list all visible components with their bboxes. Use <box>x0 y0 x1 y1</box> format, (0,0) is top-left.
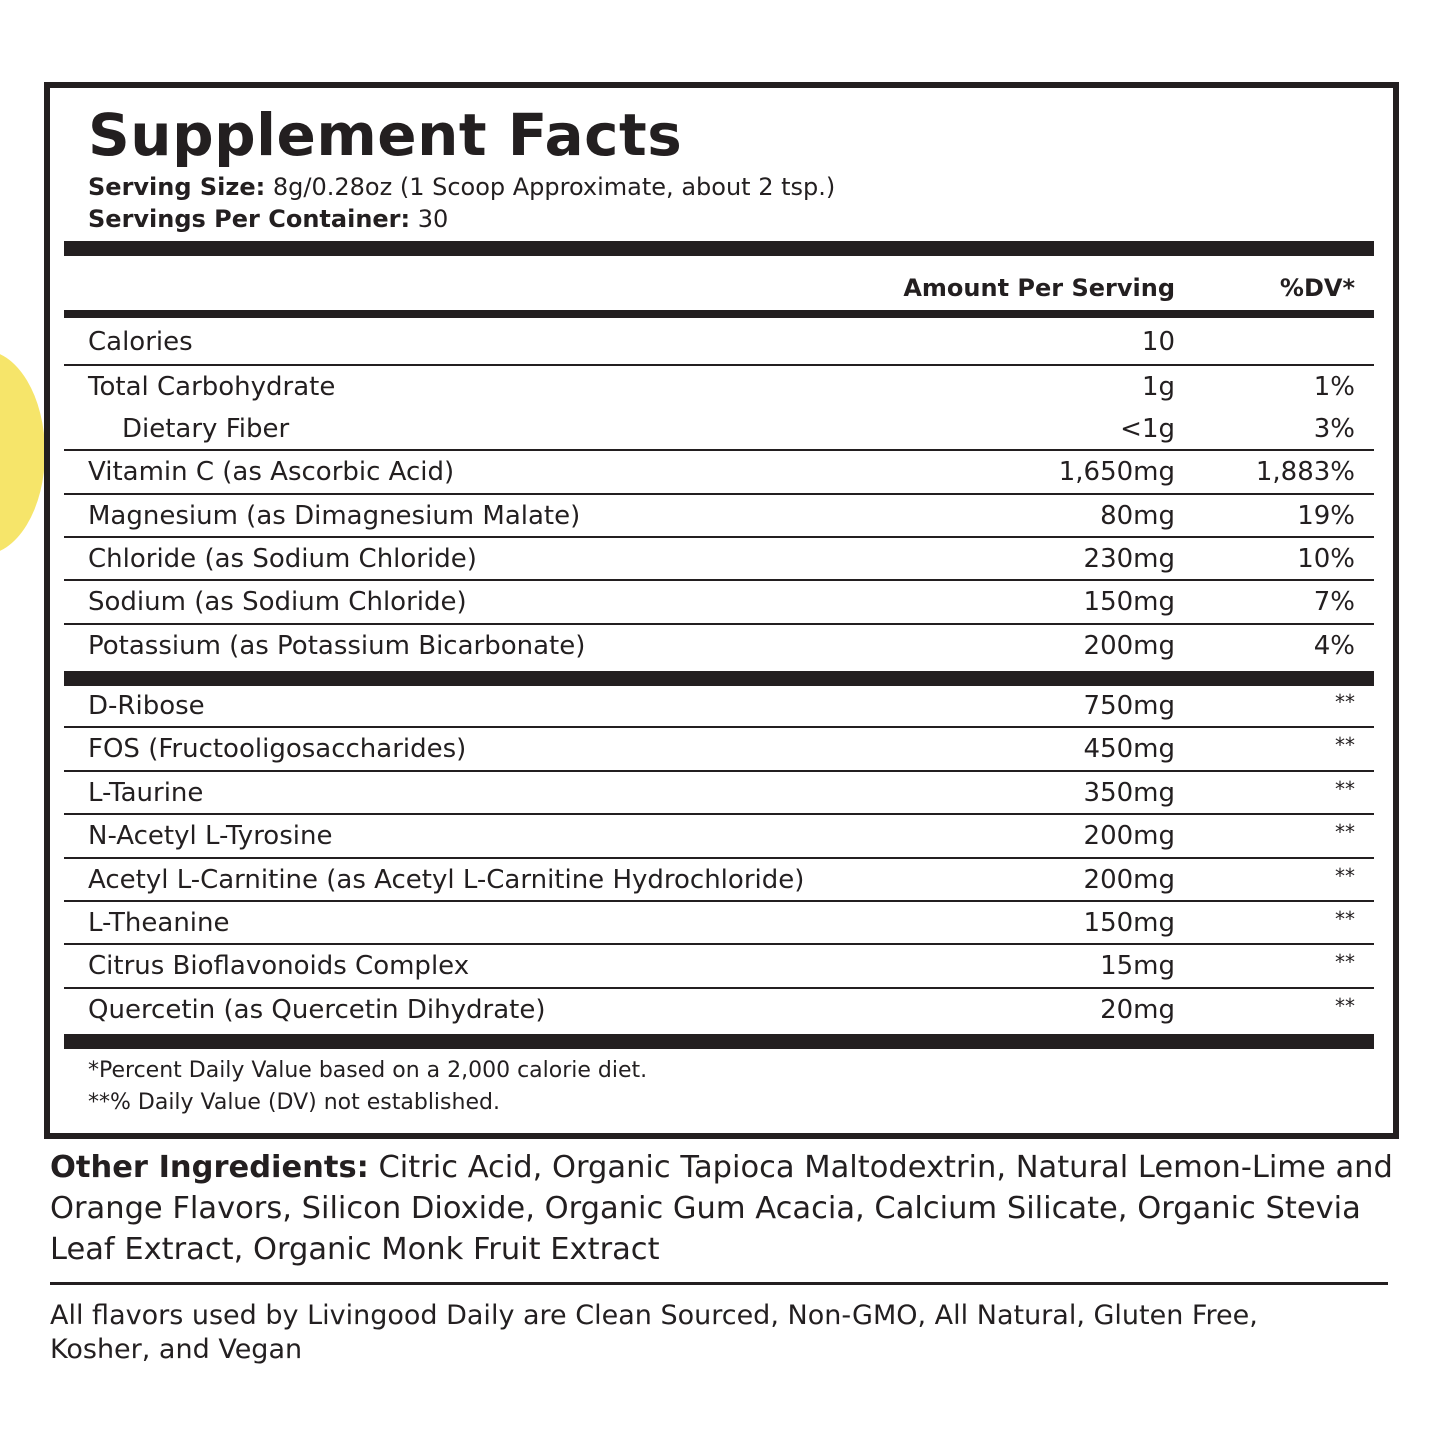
row-name: Dietary Fiber <box>122 413 290 444</box>
row-dv: 1,883% <box>1255 457 1355 488</box>
row-amount: 1g <box>1141 372 1175 403</box>
row-dv: 1% <box>1313 372 1355 403</box>
header-divider <box>64 310 1374 318</box>
table-row <box>64 815 1374 858</box>
serving-size-value: 8g/0.28oz (1 Scoop Approximate, about 2 tsp.) <box>272 173 836 201</box>
row-dv: ** <box>1335 690 1355 714</box>
row-name: Citrus Bioflavonoids Complex <box>88 951 470 982</box>
other-ingredients-text: Citric Acid, Organic Tapioca Maltodextrin, Natural Lemon-Lime and Orange Flavors, Silicon Dioxide, Organic Gum Acacia, Calcium Silicate, Organic Stevia Leaf Extract, Organic Monk Fruit Extract <box>50 1150 1393 1267</box>
row-dv: 4% <box>1313 630 1355 661</box>
supplement-facts-panel <box>44 82 1399 1139</box>
divider-line <box>50 1282 1388 1285</box>
serving-size <box>88 172 835 202</box>
table-row <box>64 321 1374 364</box>
table-row <box>64 945 1374 988</box>
row-amount: 200mg <box>1083 821 1175 852</box>
row-name: Total Carbohydrate <box>88 372 336 403</box>
thick-divider-top <box>64 241 1374 256</box>
row-dv: 19% <box>1297 500 1355 531</box>
row-name: Vitamin C (as Ascorbic Acid) <box>88 457 455 488</box>
row-name: D-Ribose <box>88 691 205 721</box>
row-dv: ** <box>1335 820 1355 845</box>
header-amount-per-serving: Amount Per Serving <box>903 274 1175 302</box>
table-row <box>64 989 1374 1032</box>
row-amount: 150mg <box>1083 587 1175 618</box>
table-row <box>64 902 1374 945</box>
row-dv: 10% <box>1297 543 1355 574</box>
row-name: Acetyl L-Carnitine (as Acetyl L-Carnitine Hydrochloride) <box>88 864 805 895</box>
serving-size-label: Serving Size: <box>88 173 266 201</box>
row-dv: ** <box>1335 733 1355 758</box>
table-row <box>64 581 1374 624</box>
servings-per-container <box>88 204 448 234</box>
table-row <box>64 772 1374 815</box>
row-name: Sodium (as Sodium Chloride) <box>88 587 467 618</box>
row-name: Potassium (as Potassium Bicarbonate) <box>88 630 586 661</box>
row-dv: ** <box>1335 906 1355 931</box>
footnote-dv-not-established: **% Daily Value (DV) not established. <box>88 1090 500 1115</box>
thick-divider-bottom <box>64 1034 1374 1049</box>
row-name: L-Taurine <box>88 777 204 808</box>
table-row <box>64 859 1374 902</box>
row-amount: 200mg <box>1083 630 1175 661</box>
table-row <box>64 685 1374 728</box>
row-amount: 230mg <box>1083 543 1175 574</box>
row-dv: ** <box>1335 863 1355 888</box>
table-row <box>64 451 1374 494</box>
row-name: Calories <box>88 327 193 357</box>
row-amount: 15mg <box>1100 951 1175 982</box>
row-dv: 7% <box>1313 587 1355 618</box>
table-row <box>64 408 1374 451</box>
row-amount: <1g <box>1120 413 1175 444</box>
footnote-percent-dv: *Percent Daily Value based on a 2,000 calorie diet. <box>88 1058 648 1083</box>
row-dv: ** <box>1335 950 1355 975</box>
lemon-slice-decoration <box>0 350 45 555</box>
row-amount: 350mg <box>1083 777 1175 808</box>
row-amount: 1,650mg <box>1058 457 1175 488</box>
row-amount: 80mg <box>1100 500 1175 531</box>
servings-per-container-label: Servings Per Container: <box>88 205 411 233</box>
row-amount: 10 <box>1141 327 1175 357</box>
row-dv: 3% <box>1313 413 1355 444</box>
row-amount: 200mg <box>1083 864 1175 895</box>
nutrient-rows <box>64 321 1374 668</box>
servings-per-container-value: 30 <box>417 205 449 233</box>
row-dv: ** <box>1335 776 1355 801</box>
panel-title: Supplement Facts <box>88 101 683 169</box>
table-row <box>64 538 1374 581</box>
table-row <box>64 495 1374 538</box>
table-row <box>64 625 1374 668</box>
ingredient-rows <box>64 685 1374 1032</box>
row-name: Magnesium (as Dimagnesium Malate) <box>88 500 581 531</box>
row-amount: 450mg <box>1083 734 1175 765</box>
row-amount: 20mg <box>1100 994 1175 1025</box>
table-row <box>64 728 1374 771</box>
table-row <box>64 364 1374 407</box>
row-amount: 150mg <box>1083 907 1175 938</box>
other-ingredients-label: Other Ingredients: <box>50 1150 369 1185</box>
row-name: Quercetin (as Quercetin Dihydrate) <box>88 994 546 1025</box>
row-name: L-Theanine <box>88 907 230 938</box>
row-dv: ** <box>1335 993 1355 1018</box>
flavor-note: All flavors used by Livingood Daily are Clean Sourced, Non-GMO, All Natural, Gluten Free, Kosher, and Vegan <box>50 1300 1258 1365</box>
header-percent-dv: %DV* <box>1279 274 1355 302</box>
other-ingredients <box>50 1147 1410 1270</box>
row-name: Chloride (as Sodium Chloride) <box>88 543 477 574</box>
row-name: FOS (Fructooligosaccharides) <box>88 734 467 765</box>
thick-divider-middle <box>64 671 1374 686</box>
row-name: N-Acetyl L-Tyrosine <box>88 821 333 852</box>
row-amount: 750mg <box>1083 691 1175 721</box>
